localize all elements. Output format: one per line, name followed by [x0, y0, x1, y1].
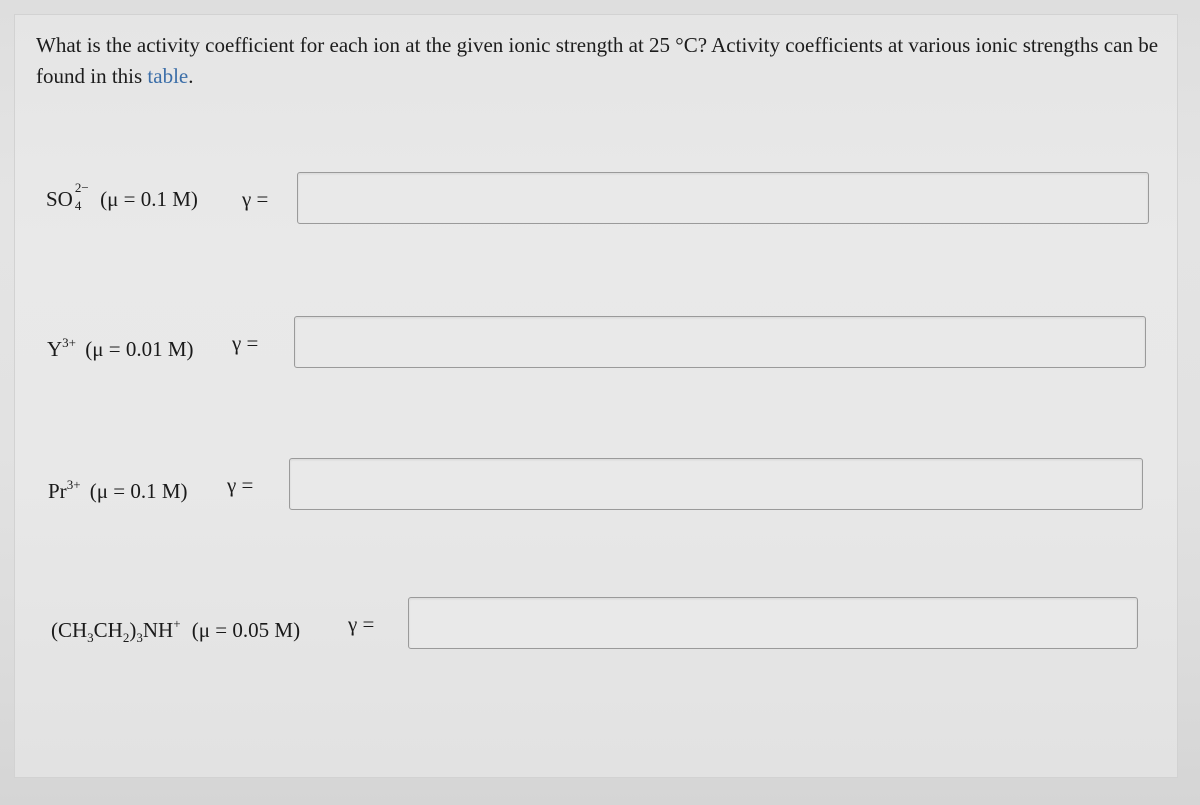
gamma-label: γ = [242, 187, 269, 211]
ionic-strength: (μ = 0.05 M) [191, 618, 301, 642]
question-end: . [188, 64, 194, 88]
answer-box-sulfate[interactable] [297, 172, 1149, 224]
answer-input-praseodymium[interactable] [290, 459, 1142, 509]
gamma-label: γ = [348, 612, 375, 636]
ion-subscript: 4 [74, 198, 82, 214]
answer-box-praseodymium[interactable] [289, 458, 1143, 510]
question-prompt [36, 30, 1166, 92]
ion-charge: + [173, 616, 181, 631]
ionic-strength: (μ = 0.1 M) [89, 479, 188, 503]
ionic-strength: (μ = 0.01 M) [85, 337, 194, 361]
answer-box-triethylammonium[interactable] [408, 597, 1138, 649]
ion-label-yttrium: $Y^{3+}$ (μ = 0.01 M) [47, 335, 194, 361]
answer-row-sulfate [0, 172, 1200, 226]
ion-label-triethylammonium: $(CH_3CH_2)_3NH^+$ (μ = 0.05 M) [51, 616, 301, 645]
ionic-strength: (μ = 0.1 M) [100, 187, 198, 211]
ion-charge: 3+ [66, 477, 81, 492]
answer-box-yttrium[interactable] [294, 316, 1146, 368]
question-text: What is the activity coefficient for each ion at the given ionic strength at 25 °C? Activity coefficients at various ionic strengths can be found in this [36, 33, 1159, 88]
ion-charge: 3+ [62, 335, 77, 350]
question-card [14, 14, 1178, 778]
answer-input-yttrium[interactable] [295, 317, 1145, 367]
ion-label-sulfate: SO 2− 4 (μ = 0.1 M) [46, 180, 198, 214]
table-link[interactable]: table [147, 64, 189, 88]
answer-row-triethylammonium [0, 597, 1200, 651]
answer-row-yttrium [0, 316, 1200, 370]
gamma-label: γ = [232, 331, 259, 355]
ion-charge: 2− [74, 180, 89, 196]
answer-input-sulfate[interactable] [298, 173, 1148, 223]
gamma-label: γ = [227, 473, 254, 497]
ion-label-praseodymium: $Pr^{3+}$ (μ = 0.1 M) [48, 477, 188, 503]
answer-row-praseodymium [0, 458, 1200, 512]
answer-input-triethylammonium[interactable] [409, 598, 1137, 648]
